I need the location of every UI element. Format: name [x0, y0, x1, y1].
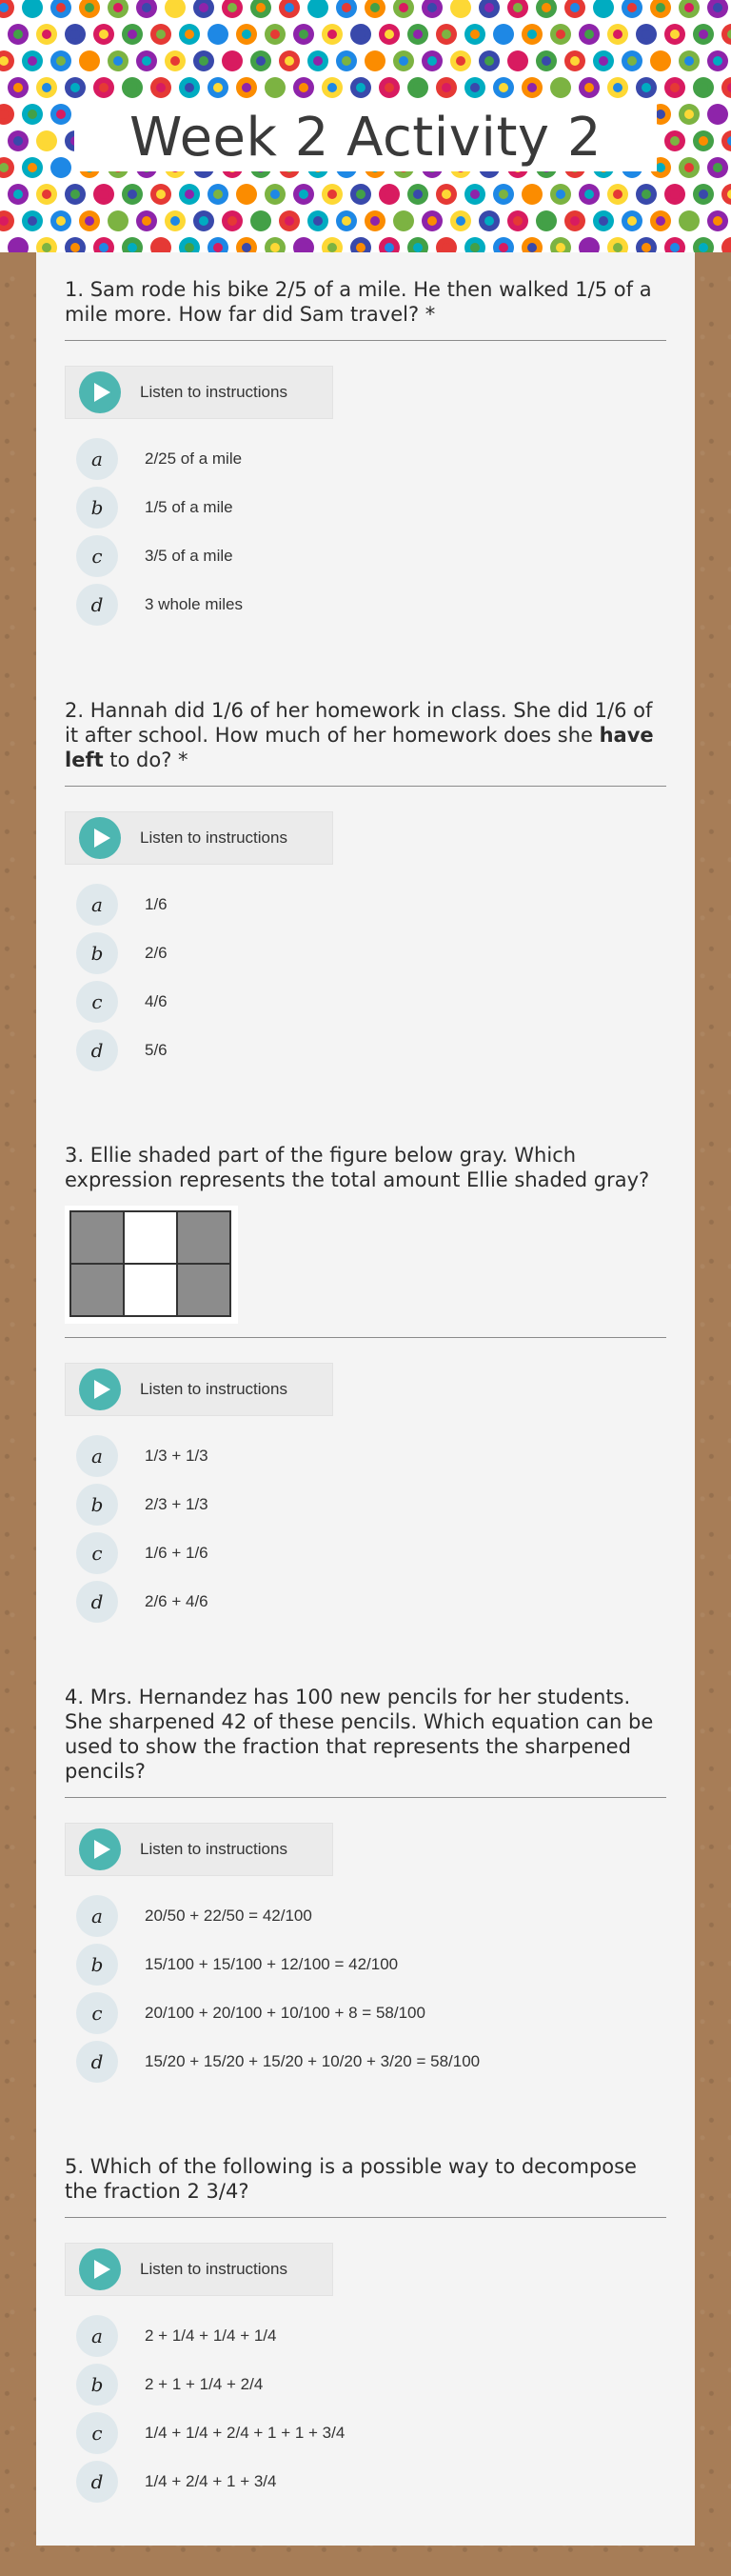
header-banner: [0, 0, 731, 252]
decorative-dot-center: [356, 83, 366, 92]
listen-label: Listen to instructions: [140, 1380, 287, 1398]
decorative-dot-center: [656, 3, 665, 12]
decorative-dot-center: [13, 243, 23, 252]
decorative-dot-center: [113, 216, 123, 226]
decorative-dot-center: [684, 216, 694, 226]
divider: [65, 1797, 666, 1798]
decorative-dot-center: [584, 190, 594, 199]
decorative-dot-center: [313, 3, 323, 12]
decorative-dot-center: [413, 190, 423, 199]
decorative-dot-center: [42, 190, 51, 199]
decorative-dot-center: [70, 243, 80, 252]
listen-label: Listen to instructions: [140, 383, 287, 401]
option-letter: a: [76, 2315, 118, 2357]
decorative-dot-center: [527, 83, 537, 92]
decorative-dot-center: [385, 243, 394, 252]
decorative-dot-center: [427, 216, 437, 226]
decorative-dot-center: [656, 110, 665, 119]
decorative-dot-center: [85, 3, 94, 12]
decorative-dot-center: [499, 83, 508, 92]
decorative-dot-center: [356, 243, 366, 252]
decorative-dot-center: [56, 110, 66, 119]
decorative-dot-center: [656, 216, 665, 226]
question-2-text: [65, 698, 666, 772]
option-letter: d: [76, 1029, 118, 1071]
decorative-dot-center: [270, 83, 280, 92]
decorative-dot-center: [142, 216, 151, 226]
option-c[interactable]: [65, 1528, 666, 1577]
decorative-dot-center: [42, 243, 51, 252]
play-icon: [79, 371, 121, 413]
question-1: [65, 277, 666, 629]
figure-cell-shaded: [70, 1211, 124, 1264]
decorative-dot-center: [42, 30, 51, 39]
decorative-dot-center: [242, 30, 251, 39]
decorative-dot-center: [299, 83, 308, 92]
decorative-dot-center: [385, 190, 394, 199]
decorative-dot-center: [527, 243, 537, 252]
option-text: 2/6 + 4/6: [145, 1591, 208, 1610]
option-text: 15/100 + 15/100 + 12/100 = 42/100: [145, 1954, 399, 1973]
decorative-dot-center: [270, 243, 280, 252]
listen-to-instructions-button[interactable]: [65, 366, 333, 419]
option-letter: d: [76, 2461, 118, 2503]
decorative-dot-center: [70, 30, 80, 39]
decorative-dot-center: [427, 3, 437, 12]
option-text: 20/50 + 22/50 = 42/100: [145, 1906, 312, 1925]
option-a[interactable]: [65, 434, 666, 483]
decorative-dot-center: [199, 3, 208, 12]
decorative-dot-center: [85, 56, 94, 66]
decorative-dot-center: [356, 30, 366, 39]
decorative-dot-center: [313, 56, 323, 66]
decorative-dot-center: [99, 30, 109, 39]
decorative-dot-center: [613, 83, 622, 92]
decorative-dot-center: [413, 30, 423, 39]
decorative-dot-center: [556, 243, 565, 252]
decorative-dot-center: [270, 30, 280, 39]
decorative-dot-center: [442, 243, 451, 252]
decorative-dot-center: [456, 3, 465, 12]
decorative-dot-center: [28, 163, 37, 172]
decorative-dot-center: [213, 190, 223, 199]
option-letter: c: [76, 535, 118, 577]
listen-label: Listen to instructions: [140, 1840, 287, 1858]
option-letter: d: [76, 2041, 118, 2083]
decorative-dot-center: [484, 56, 494, 66]
decorative-dot-center: [285, 216, 294, 226]
decorative-dot-center: [199, 56, 208, 66]
option-a[interactable]: [65, 2311, 666, 2360]
option-a[interactable]: [65, 880, 666, 929]
decorative-dot-center: [170, 56, 180, 66]
decorative-dot-center: [370, 56, 380, 66]
decorative-dot-center: [699, 190, 708, 199]
option-letter: c: [76, 1532, 118, 1574]
decorative-dot-center: [499, 190, 508, 199]
decorative-dot-center: [128, 190, 137, 199]
decorative-dot-center: [370, 3, 380, 12]
title-band: [74, 103, 657, 171]
decorative-dot-center: [699, 30, 708, 39]
play-icon: [79, 1368, 121, 1410]
question-5: [65, 2154, 666, 2506]
option-letter: b: [76, 1484, 118, 1526]
decorative-dot-center: [442, 30, 451, 39]
decorative-dot-center: [684, 3, 694, 12]
option-letter: d: [76, 1581, 118, 1623]
decorative-dot-center: [670, 190, 680, 199]
figure-cell-unshaded: [124, 1211, 177, 1264]
decorative-dot-center: [442, 83, 451, 92]
decorative-dot-center: [385, 30, 394, 39]
decorative-dot-center: [42, 83, 51, 92]
decorative-dot-center: [599, 56, 608, 66]
decorative-dot-center: [99, 83, 109, 92]
question-2-text-start: 2. Hannah did 1/6 of her homework in class. She did 1/6 of it after school. How much of her homework does she: [65, 699, 653, 747]
answer-options: [65, 2311, 666, 2506]
decorative-dot-center: [56, 216, 66, 226]
option-text: 2 + 1/4 + 1/4 + 1/4: [145, 2326, 277, 2345]
option-letter: b: [76, 2364, 118, 2406]
option-b[interactable]: [65, 483, 666, 531]
decorative-dot-center: [370, 216, 380, 226]
decorative-dot-center: [713, 216, 722, 226]
decorative-dot-center: [556, 30, 565, 39]
worksheet-card: [36, 252, 695, 2546]
decorative-dot-center: [256, 216, 266, 226]
option-d[interactable]: [65, 2457, 666, 2506]
decorative-dot-center: [584, 30, 594, 39]
decorative-dot-center: [413, 243, 423, 252]
decorative-dot-center: [556, 190, 565, 199]
decorative-dot-center: [456, 56, 465, 66]
option-c[interactable]: [65, 531, 666, 580]
decorative-dot-center: [427, 56, 437, 66]
decorative-dot-center: [56, 3, 66, 12]
figure-cell-unshaded: [124, 1264, 177, 1316]
option-text: 2/3 + 1/3: [145, 1494, 208, 1513]
decorative-dot-center: [185, 243, 194, 252]
question-4-text: 4. Mrs. Hernandez has 100 new pencils for her students. She sharpened 42 of these pencils. Which equation can be used to show the fraction that represents the sharpened pencils?: [65, 1686, 654, 1783]
figure-grid: [69, 1210, 231, 1317]
option-text: 1/4 + 1/4 + 2/4 + 1 + 1 + 3/4: [145, 2423, 346, 2442]
decorative-dot-center: [85, 216, 94, 226]
decorative-dot-center: [699, 83, 708, 92]
listen-to-instructions-button[interactable]: [65, 1823, 333, 1876]
decorative-dot-center: [227, 216, 237, 226]
decorative-dot-center: [156, 243, 166, 252]
option-letter: a: [76, 1895, 118, 1937]
decorative-dot-center: [256, 56, 266, 66]
option-text: 1/6: [145, 894, 168, 913]
decorative-dot-center: [656, 163, 665, 172]
question-4: [65, 1685, 666, 2086]
decorative-dot-center: [713, 163, 722, 172]
decorative-dot-center: [327, 243, 337, 252]
decorative-dot-center: [527, 190, 537, 199]
decorative-dot-center: [28, 3, 37, 12]
decorative-dot-center: [256, 3, 266, 12]
decorative-dot-center: [570, 56, 580, 66]
option-d[interactable]: [65, 1577, 666, 1626]
decorative-dot-center: [170, 216, 180, 226]
decorative-dot-center: [699, 243, 708, 252]
decorative-dot-center: [642, 83, 651, 92]
decorative-dot-center: [499, 243, 508, 252]
figure-cell-shaded: [177, 1211, 230, 1264]
decorative-dot-center: [299, 30, 308, 39]
decorative-dot-center: [213, 83, 223, 92]
decorative-dot-center: [70, 83, 80, 92]
answer-options: [65, 434, 666, 629]
decorative-dot-center: [399, 56, 408, 66]
decorative-dot-center: [542, 3, 551, 12]
decorative-dot-center: [342, 3, 351, 12]
decorative-dot-center: [28, 56, 37, 66]
decorative-dot-center: [270, 190, 280, 199]
decorative-dot-center: [28, 110, 37, 119]
decorative-dot-center: [313, 216, 323, 226]
listen-to-instructions-button[interactable]: [65, 2243, 333, 2296]
listen-label: Listen to instructions: [140, 2260, 287, 2278]
decorative-dot-center: [527, 30, 537, 39]
decorative-dot-center: [499, 30, 508, 39]
decorative-dot-center: [613, 30, 622, 39]
decorative-dot-center: [670, 83, 680, 92]
question-1-text: 1. Sam rode his bike 2/5 of a mile. He then walked 1/5 of a mile more. How far did Sam travel? *: [65, 278, 652, 326]
option-d[interactable]: [65, 2037, 666, 2086]
decorative-dot-center: [242, 83, 251, 92]
decorative-dot-center: [13, 190, 23, 199]
decorative-dot-center: [213, 30, 223, 39]
option-b[interactable]: [65, 2360, 666, 2408]
decorative-dot-center: [670, 136, 680, 146]
figure-cell-shaded: [70, 1264, 124, 1316]
divider: [65, 1337, 666, 1338]
decorative-dot-center: [128, 83, 137, 92]
option-d[interactable]: [65, 1026, 666, 1074]
divider: [65, 786, 666, 787]
decorative-dot-center: [470, 243, 480, 252]
decorative-dot-center: [613, 190, 622, 199]
option-text: 4/6: [145, 991, 168, 1010]
decorative-dot-center: [513, 216, 523, 226]
decorative-dot-center: [156, 190, 166, 199]
question-3: [65, 1143, 666, 1626]
decorative-dot-center: [242, 190, 251, 199]
decorative-dot-center: [584, 243, 594, 252]
option-b[interactable]: [65, 1940, 666, 1988]
option-letter: b: [76, 487, 118, 529]
decorative-dot-center: [442, 190, 451, 199]
decorative-dot-center: [13, 30, 23, 39]
decorative-dot-center: [327, 190, 337, 199]
play-icon: [79, 817, 121, 859]
decorative-dot-center: [684, 110, 694, 119]
decorative-dot-center: [299, 243, 308, 252]
decorative-dot-center: [713, 56, 722, 66]
option-text: 2/25 of a mile: [145, 449, 243, 468]
option-c[interactable]: [65, 2408, 666, 2457]
option-letter: c: [76, 1992, 118, 2034]
option-b[interactable]: [65, 929, 666, 977]
option-letter: c: [76, 2412, 118, 2454]
answer-options: [65, 880, 666, 1074]
option-c[interactable]: [65, 977, 666, 1026]
option-b[interactable]: [65, 1480, 666, 1528]
decorative-dot-center: [642, 243, 651, 252]
decorative-dot-center: [627, 56, 637, 66]
decorative-dot-center: [13, 83, 23, 92]
decorative-dot-center: [285, 3, 294, 12]
decorative-dot-center: [327, 83, 337, 92]
decorative-dot-center: [99, 243, 109, 252]
option-a[interactable]: [65, 1431, 666, 1480]
decorative-dot-center: [456, 216, 465, 226]
decorative-dot-center: [684, 163, 694, 172]
decorative-dot-center: [56, 56, 66, 66]
decorative-dot-center: [684, 56, 694, 66]
option-text: 1/4 + 2/4 + 1 + 3/4: [145, 2471, 277, 2490]
decorative-dot-center: [299, 190, 308, 199]
option-text: 1/6 + 1/6: [145, 1543, 208, 1562]
divider: [65, 340, 666, 341]
figure-cell-shaded: [177, 1264, 230, 1316]
decorative-dot-center: [670, 243, 680, 252]
decorative-dot-center: [13, 136, 23, 146]
decorative-dot-center: [399, 3, 408, 12]
decorative-dot-center: [342, 216, 351, 226]
answer-options: [65, 1891, 666, 2086]
decorative-dot-center: [156, 30, 166, 39]
decorative-dot-center: [542, 56, 551, 66]
option-text: 2 + 1 + 1/4 + 2/4: [145, 2374, 264, 2393]
decorative-dot-center: [584, 83, 594, 92]
decorative-dot-center: [642, 30, 651, 39]
decorative-dot-center: [627, 3, 637, 12]
decorative-dot-center: [185, 83, 194, 92]
option-text: 5/6: [145, 1040, 168, 1059]
divider: [65, 2217, 666, 2218]
play-icon: [79, 1828, 121, 1870]
option-letter: c: [76, 981, 118, 1023]
decorative-dot-center: [385, 83, 394, 92]
decorative-dot-center: [413, 83, 423, 92]
listen-to-instructions-button[interactable]: [65, 1363, 333, 1416]
decorative-dot-center: [613, 243, 622, 252]
decorative-dot-center: [484, 3, 494, 12]
option-letter: a: [76, 1435, 118, 1477]
listen-to-instructions-button[interactable]: [65, 811, 333, 865]
decorative-dot-center: [542, 216, 551, 226]
decorative-dot-center: [656, 56, 665, 66]
answer-options: [65, 1431, 666, 1626]
decorative-dot-center: [470, 190, 480, 199]
decorative-dot-center: [513, 56, 523, 66]
option-text: 1/5 of a mile: [145, 497, 233, 516]
decorative-dot-center: [128, 30, 137, 39]
decorative-dot-center: [513, 3, 523, 12]
option-letter: b: [76, 1944, 118, 1986]
decorative-dot-center: [99, 190, 109, 199]
decorative-dot-center: [713, 110, 722, 119]
decorative-dot-center: [56, 163, 66, 172]
option-text: 2/6: [145, 943, 168, 962]
question-2: [65, 698, 666, 1074]
option-text: 15/20 + 15/20 + 15/20 + 10/20 + 3/20 = 58/100: [145, 2051, 481, 2070]
decorative-dot-center: [599, 3, 608, 12]
decorative-dot-center: [570, 216, 580, 226]
decorative-dot-center: [170, 3, 180, 12]
question-2-emphasis: have left: [65, 724, 654, 771]
decorative-dot-center: [327, 30, 337, 39]
decorative-dot-center: [470, 30, 480, 39]
question-3-text: 3. Ellie shaded part of the figure below gray. Which expression represents the total amount Ellie shaded gray?: [65, 1144, 650, 1191]
decorative-dot-center: [484, 216, 494, 226]
option-d[interactable]: [65, 580, 666, 629]
decorative-dot-center: [142, 56, 151, 66]
decorative-dot-center: [699, 136, 708, 146]
option-letter: d: [76, 584, 118, 626]
decorative-dot-center: [599, 216, 608, 226]
decorative-dot-center: [142, 3, 151, 12]
decorative-dot-center: [213, 243, 223, 252]
decorative-dot-center: [28, 216, 37, 226]
option-c[interactable]: [65, 1988, 666, 2037]
decorative-dot-center: [113, 3, 123, 12]
decorative-dot-center: [185, 190, 194, 199]
play-icon: [79, 2248, 121, 2290]
decorative-dot-center: [242, 243, 251, 252]
option-letter: b: [76, 932, 118, 974]
decorative-dot-center: [185, 30, 194, 39]
option-text: 3/5 of a mile: [145, 546, 233, 565]
decorative-dot-center: [627, 216, 637, 226]
decorative-dot-center: [356, 190, 366, 199]
decorative-dot-center: [128, 243, 137, 252]
decorative-dot-center: [399, 216, 408, 226]
option-text: 3 whole miles: [145, 594, 243, 613]
question-5-text: 5. Which of the following is a possible way to decompose the fraction 2 3/4?: [65, 2155, 637, 2203]
decorative-dot-center: [570, 3, 580, 12]
decorative-dot-center: [199, 216, 208, 226]
decorative-dot-center: [670, 30, 680, 39]
option-text: 20/100 + 20/100 + 10/100 + 8 = 58/100: [145, 2003, 425, 2022]
decorative-dot-center: [42, 136, 51, 146]
decorative-dot-center: [470, 83, 480, 92]
decorative-dot-center: [713, 3, 722, 12]
question-2-text-end: to do? *: [103, 749, 188, 771]
option-a[interactable]: [65, 1891, 666, 1940]
page-title: Week 2 Activity 2: [128, 106, 602, 169]
decorative-dot-center: [285, 56, 294, 66]
listen-label: Listen to instructions: [140, 829, 287, 847]
decorative-dot-center: [227, 56, 237, 66]
option-text: 1/3 + 1/3: [145, 1446, 208, 1465]
decorative-dot-center: [227, 3, 237, 12]
decorative-dot-center: [642, 190, 651, 199]
option-letter: a: [76, 438, 118, 480]
decorative-dot-center: [156, 83, 166, 92]
decorative-dot-center: [70, 190, 80, 199]
decorative-dot-center: [113, 56, 123, 66]
option-letter: a: [76, 884, 118, 926]
shaded-figure: [65, 1206, 238, 1324]
decorative-dot-center: [556, 83, 565, 92]
decorative-dot-center: [342, 56, 351, 66]
